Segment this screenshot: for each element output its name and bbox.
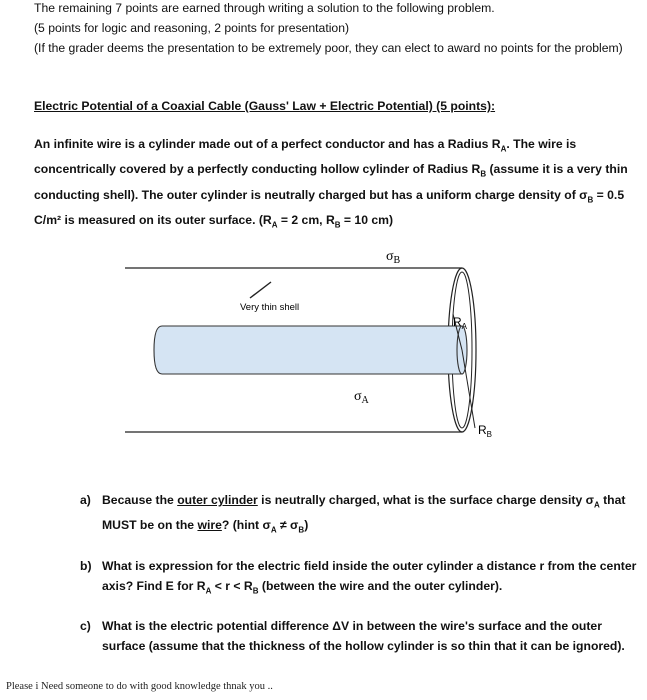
sub-b: B [480, 169, 487, 179]
question-a-label: a) [80, 493, 91, 507]
intro [34, 0, 634, 58]
qb-t2: < r < R [211, 579, 253, 593]
qa-pre: Because the [102, 493, 178, 507]
question-a-text [102, 490, 640, 541]
problem-text-2: . The wire is concentrically covered by a perfectly conducting hollow cylinder of Radius R [34, 137, 577, 177]
qb-t3: (between the wire and the outer cylinder). [258, 579, 503, 593]
qa-post3: ) [304, 518, 309, 533]
ra-sub: A [461, 322, 468, 331]
question-c [80, 616, 640, 656]
qb-t1: What is expression for the electric field inside the outer cylinder a distance r from the center axis? Find E for R [102, 559, 637, 593]
question-b-text [102, 556, 640, 601]
sigma-b-symbol: σ [386, 249, 394, 264]
qb-sub: B [252, 586, 259, 596]
sigma-a-label [354, 389, 370, 406]
qb-sub: A [205, 586, 212, 596]
ra-label [453, 315, 468, 331]
qa-post2: ≠ σ [276, 518, 299, 533]
sub-b: B [334, 220, 341, 230]
problem-text-1: An infinite wire is a cylinder made out of a perfect conductor and has a Radius R [34, 137, 501, 151]
sub-a: A [271, 220, 278, 230]
intro-line-3: (If the grader deems the presentation to be extremely poor, they can elect to award no points for the problem) [34, 41, 623, 55]
problem-text-3: (assume it is a very thin conducting shell). The outer cylinder is neutrally charged but has a uniform charge density of σ [34, 162, 628, 202]
rb-sub: B [486, 430, 493, 439]
question-a [80, 490, 640, 541]
sigma-a-sub: A [361, 395, 369, 406]
sub-b: B [587, 195, 594, 205]
sigma-a-symbol: σ [354, 389, 362, 404]
problem-statement [34, 134, 634, 236]
ra-symbol: R [453, 315, 462, 329]
shell-label: Very thin shell [240, 302, 300, 313]
intro-line-2: (5 points for logic and reasoning, 2 points for presentation) [34, 21, 350, 35]
question-b [80, 556, 640, 601]
sub-a: A [500, 144, 507, 154]
section-title: Electric Potential of a Coaxial Cable (Gauss' Law + Electric Potential) (5 points): [34, 99, 496, 113]
qa-sub: A [270, 525, 277, 535]
qa-outer-cylinder: outer cylinder [177, 493, 258, 507]
problem-text-5: = 2 cm, R [277, 213, 335, 228]
shell-pointer-line [250, 282, 271, 298]
qa-mid: is neutrally charged, what is the surface charge density σ [257, 493, 594, 507]
problem-text-6: = 10 cm) [340, 213, 394, 228]
qa-mid2: that MUST be on the [102, 493, 626, 533]
rb-label [478, 423, 492, 439]
footer-note: Please i Need someone to do with good knowledge thnak you .. [6, 681, 273, 692]
rb-symbol: R [478, 423, 487, 437]
problem-text-4: = 0.5 C/m² is measured on its outer surface. (R [34, 187, 625, 228]
intro-line-1: The remaining 7 points are earned through writing a solution to the following problem. [34, 1, 495, 15]
radius-b-line [462, 350, 475, 428]
qa-wire: wire [197, 518, 222, 533]
sigma-b-label [386, 249, 401, 266]
question-c-text: What is the electric potential difference ΔV in between the wire's surface and the outer surface (assume that the thickness of the hollow cylinder is so thin that it can be ignored). [102, 619, 625, 653]
qa-sub: A [593, 500, 600, 510]
question-b-label: b) [80, 559, 92, 573]
coaxial-cable-diagram [0, 238, 647, 488]
qa-post: ? (hint σ [221, 518, 271, 533]
question-c-label: c) [80, 619, 91, 633]
qa-sub: B [298, 525, 305, 535]
sigma-b-sub: B [393, 255, 401, 266]
inner-wire-body [154, 326, 462, 374]
